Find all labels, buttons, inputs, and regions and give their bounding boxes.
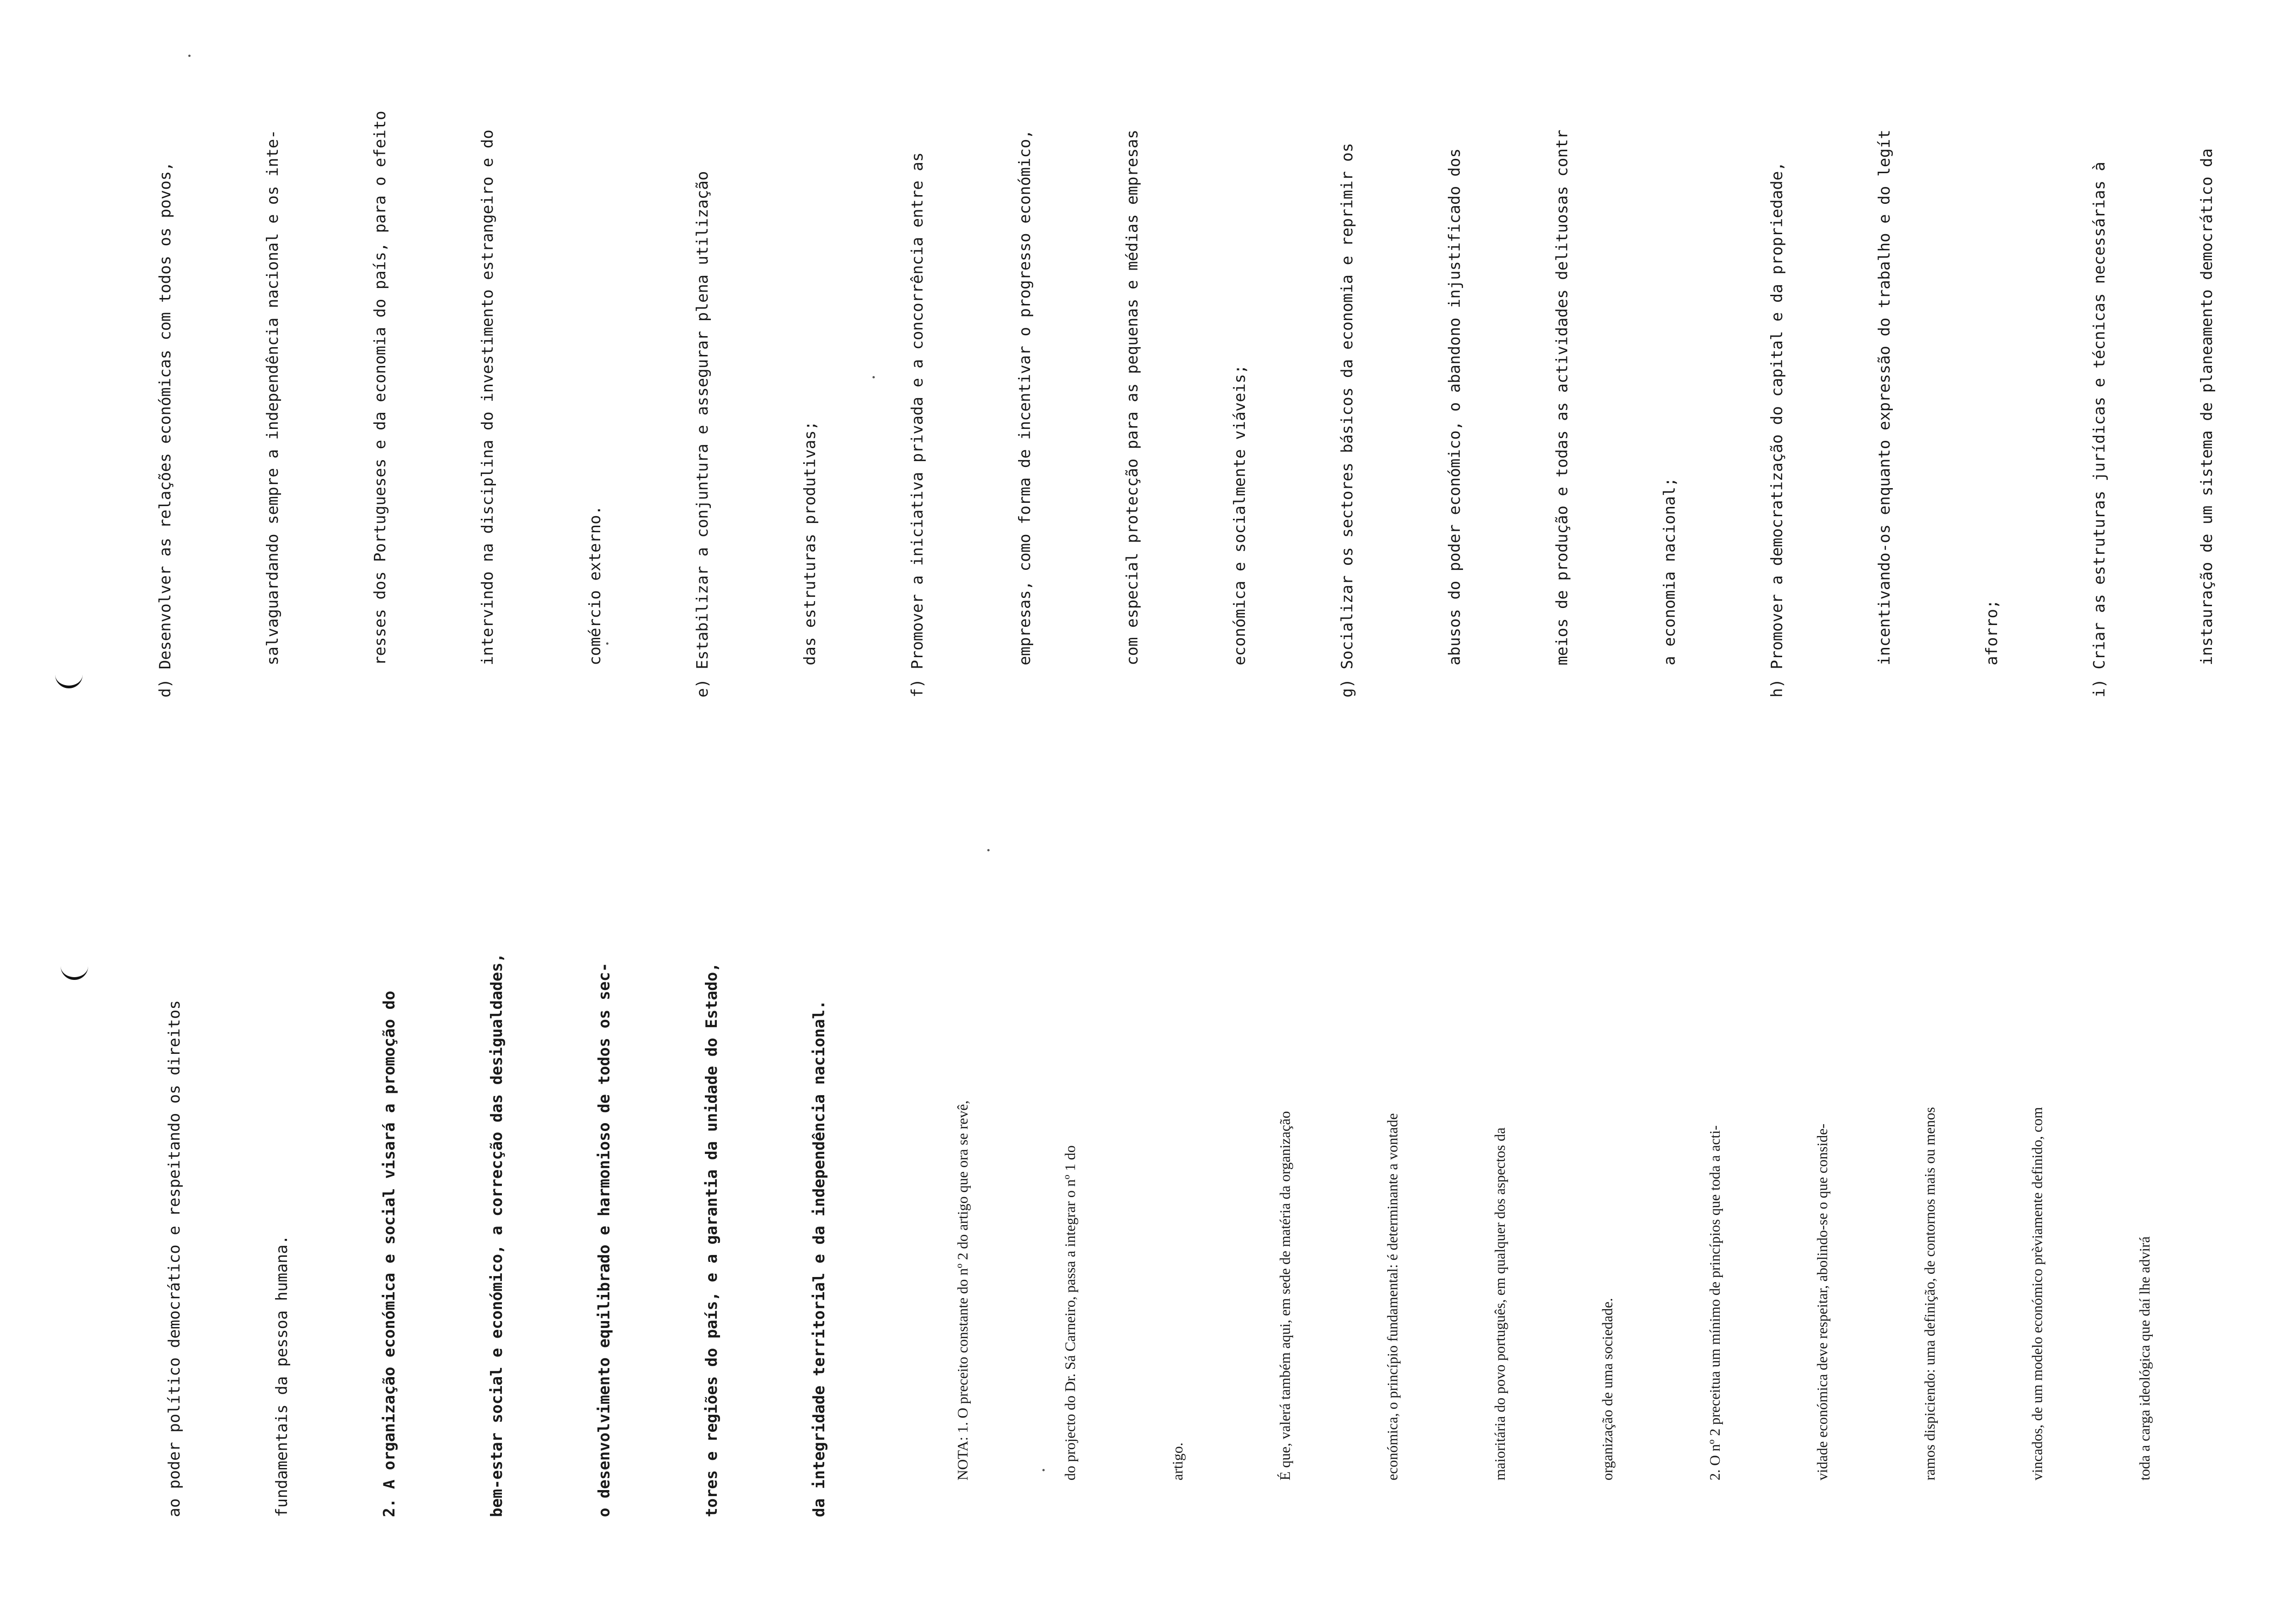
nota-line: artigo. (1169, 1442, 1186, 1480)
text-line: ao poder político democrático e respeitando os direitos (165, 1000, 184, 1517)
scan-speck (987, 849, 990, 851)
text-line: das estruturas produtivas; (801, 421, 819, 665)
text-line: o desenvolvimento equilibrado e harmonioso de todos os sec- (595, 962, 613, 1517)
nota-line: toda a carga ideológica que daí lhe advirá (2136, 1236, 2153, 1480)
text-line: g) Socializar os sectores básicos da economia e reprimir os (1338, 143, 1356, 698)
text-line: intervindo na disciplina do investimento estrangeiro e do (478, 129, 497, 665)
text-line: da integridade territorial e da independência nacional. (810, 1000, 828, 1517)
text-line: h) Promover a democratização do capital e da propriedade, (1768, 162, 1786, 698)
text-line: tores e regiões do país, e a garantia da unidade do Estado, (703, 962, 721, 1517)
text-line: salvaguardando sempre a independência nacional e os inte- (264, 129, 282, 665)
scan-speck (1042, 1469, 1045, 1471)
text-line: 2. A organização económica e social visará a promoção do (380, 990, 399, 1517)
nota-line: vincados, de um modelo económico prèviamente definido, com (2029, 1107, 2045, 1480)
nota-line: maioritária do povo português, em qualquer dos aspectos da (1491, 1127, 1508, 1480)
text-line: com especial protecção para as pequenas e médias empresas (1123, 129, 1142, 665)
nota-line: É que, valerá também aqui, em sede de matéria da organização (1277, 1111, 1293, 1480)
nota-line: do projecto do Dr. Sá Carneiro, passa a integrar o nº 1 do (1062, 1145, 1078, 1480)
text-line: incentivando-os enquanto expressão do trabalho e do legít (1875, 129, 1894, 665)
text-line: meios de produção e todas as actividades delituosas contr (1553, 129, 1571, 665)
text-line: e) Estabilizar a conjuntura e assegurar plena utilização (693, 171, 712, 698)
text-line: instauração de um sistema de planeamento democrático da (2198, 148, 2216, 665)
nota-line: 2. O nº 2 preceitua um mínimo de princípios que toda a acti- (1706, 1125, 1723, 1480)
nota-line: NOTA: 1. O preceito constante do nº 2 do artigo que ora se revê, (954, 1100, 971, 1480)
text-line: comércio externo. (586, 506, 604, 665)
left-column-bracket-mark (61, 960, 88, 980)
text-line: empresas, como forma de incentivar o progresso económico, (1016, 129, 1034, 665)
spacer (2270, 916, 2296, 1549)
nota-line: vidade económica deve respeitar, abolindo-se o que conside- (1814, 1123, 1830, 1480)
nota-line: organização de uma sociedade. (1599, 1298, 1615, 1480)
nota-line: económica, o princípio fundamental: é determinante a vontade (1384, 1113, 1401, 1480)
nota-line: ramos dispiciendo: uma definição, de contornos mais ou menos (1921, 1107, 1938, 1480)
text-line: abusos do poder económico, o abandono injustificado dos (1446, 148, 1464, 665)
right-text-column (76, 9, 2296, 698)
text-line: a economia nacional; (1660, 477, 1679, 665)
text-line: d) Desenvolver as relações económicas com todos os povos, (156, 162, 174, 698)
text-line: f) Promover a iniciativa privada e a concorrência entre as (908, 152, 927, 698)
text-line: fundamentais da pessoa humana. (273, 1235, 291, 1517)
text-line: bem-estar social e económico, a correcção das desigualdades, (488, 953, 506, 1517)
text-line: resses dos Portugueses e da economia do país, para o efeito (371, 111, 389, 665)
text-line: económica e socialmente viáveis; (1231, 364, 1249, 665)
text-line: i) Criar as estruturas jurídicas e técnicas necessárias à (2090, 162, 2109, 698)
text-line: aforro; (1983, 599, 2001, 665)
scan-speck (188, 55, 191, 57)
scan-speck (606, 642, 608, 645)
scan-speck (872, 376, 875, 378)
left-text-column (85, 916, 2296, 1549)
